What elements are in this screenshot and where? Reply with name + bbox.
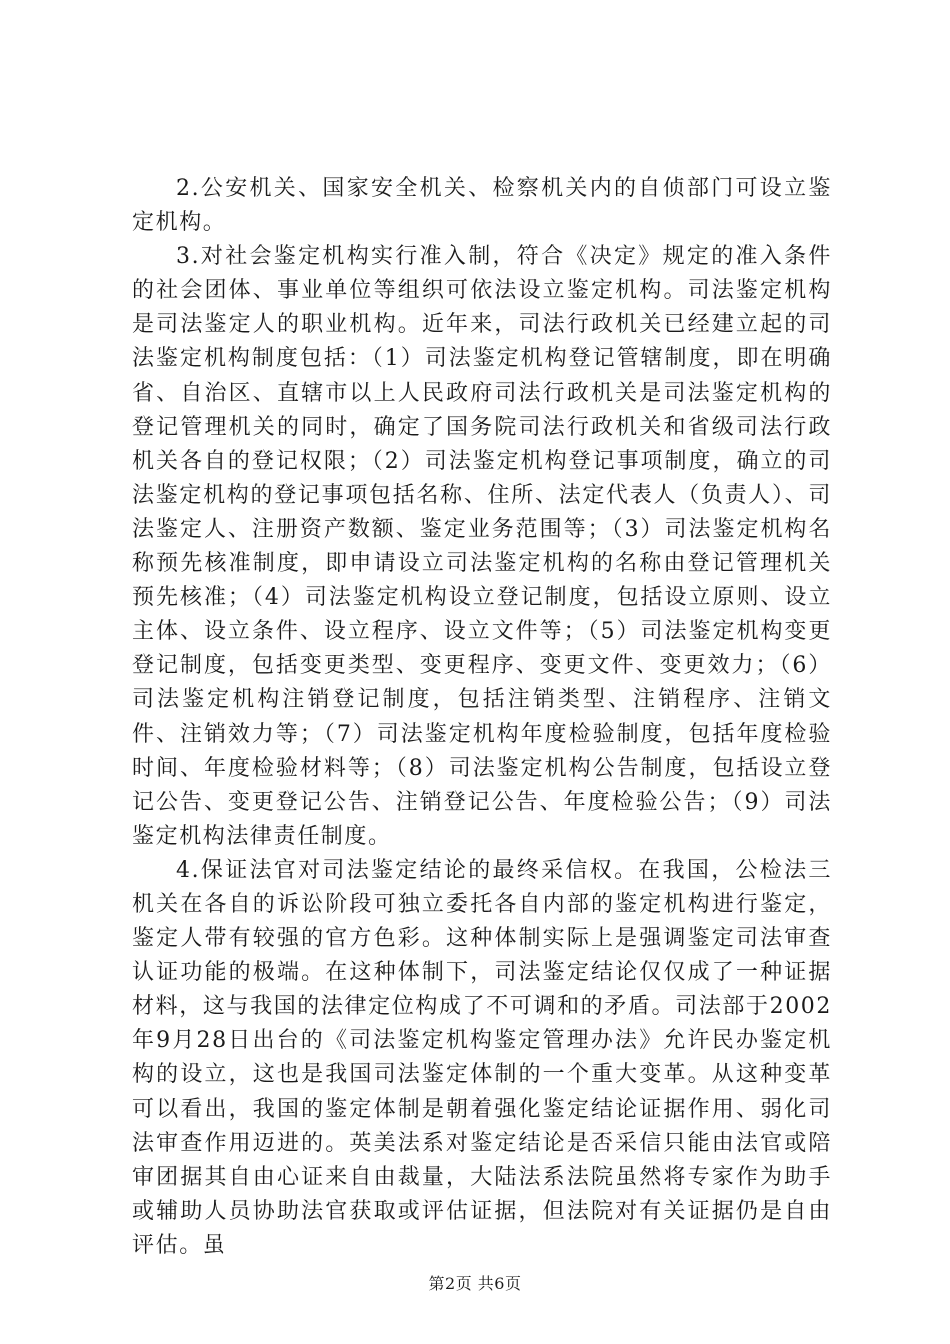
paragraph-item-2: 2.公安机关、国家安全机关、检察机关内的自侦部门可设立鉴定机构。 bbox=[132, 176, 832, 236]
document-body bbox=[132, 172, 832, 1263]
paragraph-item-4: 4.保证法官对司法鉴定结论的最终采信权。在我国，公检法三机关在各自的诉讼阶段可独立委托各自内部的鉴定机构进行鉴定，鉴定人带有较强的官方色彩。这种体制实际上是强调鉴定司法审查认证功能的极端。在这种体制下，司法鉴定结论仅仅成了一种证据材料，这与我国的法律定位构成了不可调和的矛盾。司法部于2002年9月28日出台的《司法鉴定机构鉴定管理办法》允许民办鉴定机构的设立，这也是我国司法鉴定体制的一个重大变革。从这种变革可以看出，我国的鉴定体制是朝着强化鉴定结论证据作用、弱化司法审查作用迈进的。英美法系对鉴定结论是否采信只能由法官或陪审团据其自由心证来自由裁量，大陆法系法院虽然将专家作为助手或辅助人员协助法官获取或评估证据，但法院对有关证据仍是自由评估。虽 bbox=[132, 857, 832, 1258]
page-number-footer: 第2页 共6页 bbox=[428, 1274, 522, 1293]
paragraph-item-3: 3.对社会鉴定机构实行准入制，符合《决定》规定的准入条件的社会团体、事业单位等组织可依法设立鉴定机构。司法鉴定机构是司法鉴定人的职业机构。近年来，司法行政机关已经建立起的司法鉴定机构制度包括：（1）司法鉴定机构登记管辖制度，即在明确省、自治区、直辖市以上人民政府司法行政机关是司法鉴定机构的登记管理机关的同时，确定了国务院司法行政机关和省级司法行政机关各自的登记权限；（2）司法鉴定机构登记事项制度，确立的司法鉴定机构的登记事项包括名称、住所、法定代表人（负责人）、司法鉴定人、注册资产数额、鉴定业务范围等；（3）司法鉴定机构名称预先核准制度，即申请设立司法鉴定机构的名称由登记管理机关预先核准；（4）司法鉴定机构设立登记制度，包括设立原则、设立主体、设立条件、设立程序、设立文件等；（5）司法鉴定机构变更登记制度，包括变更类型、变更程序、变更文件、变更效力；（6）司法鉴定机构注销登记制度，包括注销类型、注销程序、注销文件、注销效力等；（7）司法鉴定机构年度检验制度，包括年度检验时间、年度检验材料等；（8）司法鉴定机构公告制度，包括设立登记公告、变更登记公告、注销登记公告、年度检验公告；（9）司法鉴定机构法律责任制度。 bbox=[132, 244, 832, 849]
